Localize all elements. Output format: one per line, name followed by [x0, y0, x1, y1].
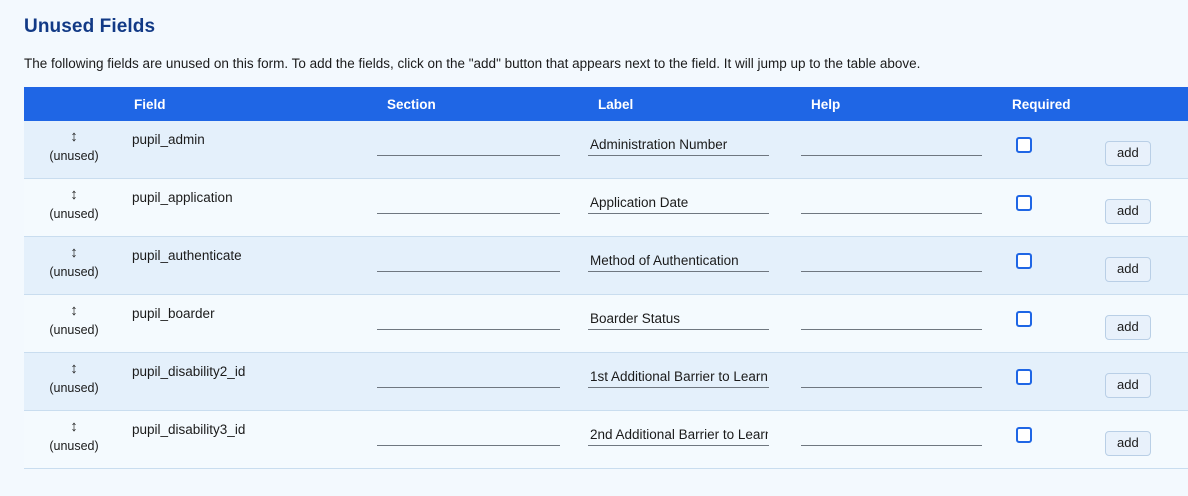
row-section-cell — [377, 237, 588, 295]
table-row — [24, 179, 1188, 237]
field-name: pupil_application — [132, 190, 233, 205]
label-input[interactable] — [588, 425, 769, 446]
drag-handle-icon[interactable]: ↕ — [70, 186, 78, 203]
drag-handle-icon[interactable]: ↕ — [70, 302, 78, 319]
section-input[interactable] — [377, 135, 560, 156]
field-name: pupil_boarder — [132, 306, 215, 321]
row-handle-cell — [24, 179, 124, 237]
field-name: pupil_authenticate — [132, 248, 242, 263]
required-checkbox[interactable] — [1016, 253, 1032, 269]
section-input[interactable] — [377, 309, 560, 330]
label-input[interactable] — [588, 309, 769, 330]
table-row — [24, 353, 1188, 411]
table-header-row — [24, 87, 1188, 121]
add-button[interactable]: add — [1105, 199, 1151, 224]
required-checkbox[interactable] — [1016, 311, 1032, 327]
table-row — [24, 237, 1188, 295]
field-name: pupil_admin — [132, 132, 205, 147]
row-help-cell — [801, 179, 1002, 237]
row-handle-cell — [24, 411, 124, 469]
row-label-cell — [588, 411, 801, 469]
unused-label: (unused) — [49, 207, 99, 221]
section-input[interactable] — [377, 425, 560, 446]
row-field-cell — [124, 179, 377, 237]
row-required-cell — [1002, 353, 1105, 411]
table-row — [24, 295, 1188, 353]
row-help-cell — [801, 411, 1002, 469]
required-checkbox[interactable] — [1016, 195, 1032, 211]
row-section-cell — [377, 353, 588, 411]
column-header-label: Label — [588, 87, 801, 121]
column-header-handle — [24, 87, 124, 121]
row-section-cell — [377, 121, 588, 179]
row-required-cell — [1002, 179, 1105, 237]
row-action-cell — [1105, 179, 1188, 237]
drag-handle-icon[interactable]: ↕ — [70, 244, 78, 261]
row-label-cell — [588, 237, 801, 295]
unused-label: (unused) — [49, 323, 99, 337]
drag-handle-icon[interactable]: ↕ — [70, 418, 78, 435]
row-required-cell — [1002, 411, 1105, 469]
drag-handle-icon[interactable]: ↕ — [70, 128, 78, 145]
row-field-cell — [124, 353, 377, 411]
add-button[interactable]: add — [1105, 141, 1151, 166]
row-field-cell — [124, 295, 377, 353]
drag-handle-icon[interactable]: ↕ — [70, 360, 78, 377]
help-input[interactable] — [801, 309, 982, 330]
row-field-cell — [124, 237, 377, 295]
row-action-cell — [1105, 353, 1188, 411]
row-help-cell — [801, 121, 1002, 179]
row-handle-cell — [24, 237, 124, 295]
row-field-cell — [124, 121, 377, 179]
row-section-cell — [377, 179, 588, 237]
label-input[interactable] — [588, 251, 769, 272]
row-field-cell — [124, 411, 377, 469]
unused-label: (unused) — [49, 265, 99, 279]
row-label-cell — [588, 353, 801, 411]
required-checkbox[interactable] — [1016, 369, 1032, 385]
unused-label: (unused) — [49, 149, 99, 163]
row-action-cell — [1105, 121, 1188, 179]
row-label-cell — [588, 179, 801, 237]
row-help-cell — [801, 353, 1002, 411]
help-input[interactable] — [801, 193, 982, 214]
required-checkbox[interactable] — [1016, 427, 1032, 443]
row-handle-cell — [24, 353, 124, 411]
section-input[interactable] — [377, 367, 560, 388]
column-header-section: Section — [377, 87, 588, 121]
row-label-cell — [588, 121, 801, 179]
help-input[interactable] — [801, 135, 982, 156]
unused-fields-table — [24, 87, 1188, 469]
row-action-cell — [1105, 237, 1188, 295]
help-input[interactable] — [801, 251, 982, 272]
row-action-cell — [1105, 411, 1188, 469]
unused-label: (unused) — [49, 381, 99, 395]
row-label-cell — [588, 295, 801, 353]
row-help-cell — [801, 295, 1002, 353]
row-handle-cell — [24, 295, 124, 353]
add-button[interactable]: add — [1105, 315, 1151, 340]
table-row — [24, 411, 1188, 469]
row-required-cell — [1002, 237, 1105, 295]
row-section-cell — [377, 295, 588, 353]
column-header-field: Field — [124, 87, 377, 121]
field-name: pupil_disability3_id — [132, 422, 246, 437]
label-input[interactable] — [588, 193, 769, 214]
row-action-cell — [1105, 295, 1188, 353]
intro-text: The following fields are unused on this form. To add the fields, click on the "add" button that appears next to the field. It will jump up to the table above. — [24, 56, 921, 71]
row-help-cell — [801, 237, 1002, 295]
row-required-cell — [1002, 295, 1105, 353]
required-checkbox[interactable] — [1016, 137, 1032, 153]
add-button[interactable]: add — [1105, 431, 1151, 456]
column-header-help: Help — [801, 87, 1002, 121]
table-header — [24, 87, 1188, 121]
help-input[interactable] — [801, 425, 982, 446]
section-input[interactable] — [377, 251, 560, 272]
unused-label: (unused) — [49, 439, 99, 453]
table-row — [24, 121, 1188, 179]
row-handle-cell — [24, 121, 124, 179]
label-input[interactable] — [588, 135, 769, 156]
row-required-cell — [1002, 121, 1105, 179]
column-header-action — [1105, 87, 1188, 121]
section-input[interactable] — [377, 193, 560, 214]
page-title: Unused Fields — [24, 16, 156, 37]
field-name: pupil_disability2_id — [132, 364, 246, 379]
row-section-cell — [377, 411, 588, 469]
add-button[interactable]: add — [1105, 373, 1151, 398]
table-body — [24, 121, 1188, 469]
help-input[interactable] — [801, 367, 982, 388]
label-input[interactable] — [588, 367, 769, 388]
add-button[interactable]: add — [1105, 257, 1151, 282]
column-header-required: Required — [1002, 87, 1105, 121]
